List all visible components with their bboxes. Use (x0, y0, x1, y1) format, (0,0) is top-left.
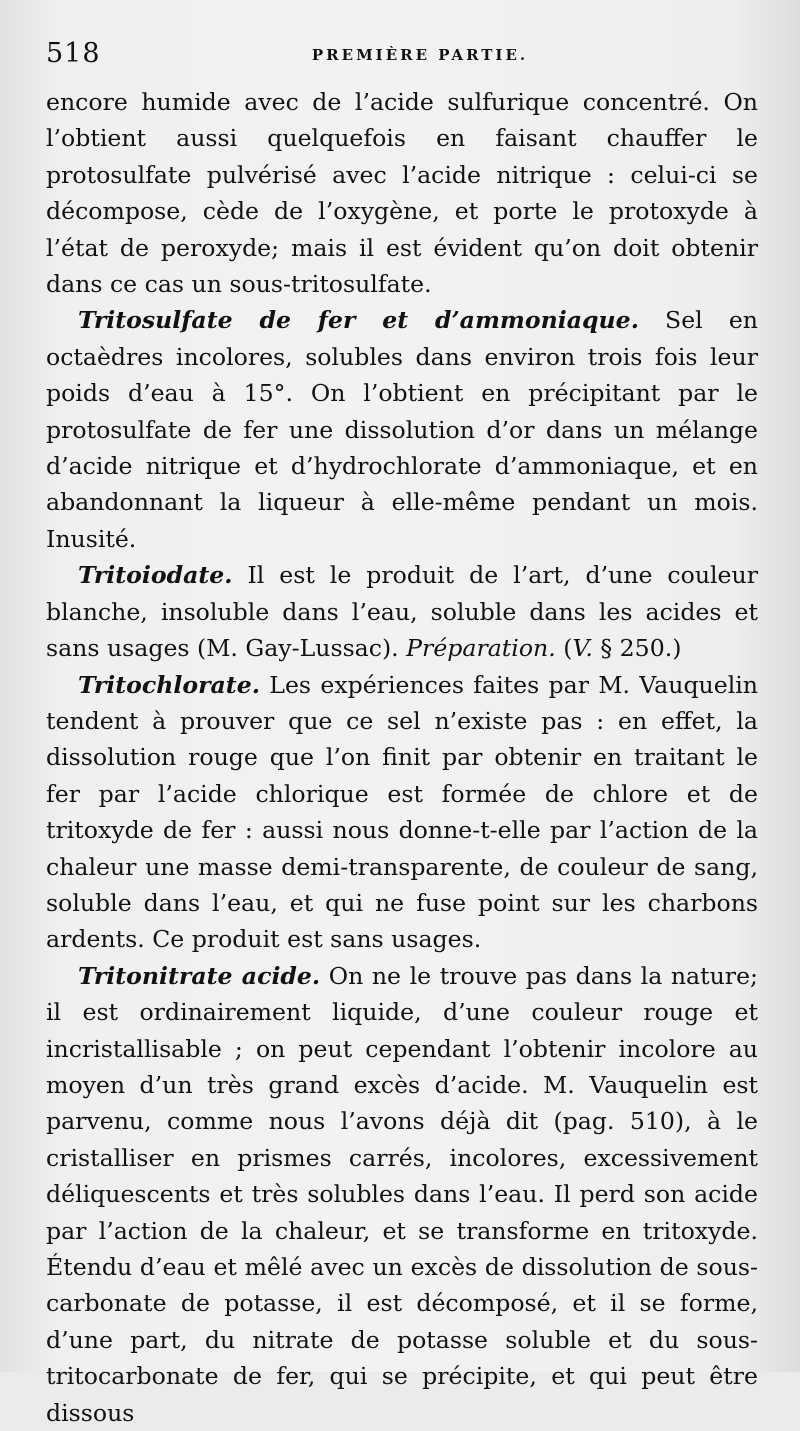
italic-text: Préparation. (406, 634, 556, 663)
page-number: 518 (46, 38, 101, 69)
paragraph-text: § 250.) (592, 634, 682, 663)
paragraph (46, 84, 758, 302)
paragraph (46, 302, 758, 557)
running-head: PREMIÈRE PARTIE. (311, 46, 529, 64)
paragraph (46, 667, 758, 958)
paragraph-text: On ne le trouve pas dans la nature; il est ordinairement liquide, d’une couleur rouge et incristallisable ; on peut cependant l’obtenir incolore au moyen d’un très grand excès d’acide. M. Vauquelin est parvenu, comme nous l’avons déjà dit (pag. 510), à le cristalliser en prismes carrés, incolores, excessivement déliquescents et très solubles dans l’eau. Il perd son acide par l’action de la chaleur, et se transforme en tritoxyde. Étendu d’eau et mêlé avec un excès de dissolution de sous-carbonate de potasse, il est décomposé, et il se forme, d’une part, du nitrate de potasse soluble et du sous-tritocarbonate de fer, qui se précipite, et qui peut être dissous (46, 961, 758, 1427)
paragraph-text: encore humide avec de l’acide sulfurique concentré. On l’obtient aussi quelquefois en faisant chauffer le protosulfate pulvérisé avec l’acide nitrique : celui-ci se décompose, cède de l’oxygène, et porte le protoxyde à l’état de peroxyde; mais il est évident qu’on doit obtenir dans ce cas un sous-tritosulfate. (46, 88, 758, 299)
entry-term: Tritonitrate acide. (78, 961, 321, 990)
page-body (46, 84, 758, 1431)
paragraph-text: ( (555, 634, 573, 663)
paragraph-text: Il est le produit de l’art, d’une couleur blanche, insoluble dans l’eau, soluble dans les acides et sans usages (M. Gay-Lussac). (46, 561, 758, 663)
page-header (46, 38, 754, 78)
entry-term: Tritochlorate. (78, 670, 260, 699)
paragraph (46, 958, 758, 1431)
paragraph-text: Sel en octaèdres incolores, solubles dans environ trois fois leur poids d’eau à 15°. On l’obtient en précipitant par le protosulfate de fer une dissolution d’or dans un mélange d’acide nitrique et d’hydrochlorate d’ammoniaque, et en abandonnant la liqueur à elle-même pendant un mois. Inusité. (46, 306, 758, 553)
entry-term: Tritosulfate de fer et d’ammoniaque. (78, 306, 639, 335)
paragraph-text: Les expériences faites par M. Vauquelin tendent à prouver que ce sel n’existe pas : en effet, la dissolution rouge que l’on finit par obtenir en traitant le fer par l’acide chlorique est formée de chlore et de tritoxyde de fer : aussi nous donne-t-elle par l’action de la chaleur une masse demi-transparente, de couleur de sang, soluble dans l’eau, et qui ne fuse point sur les charbons ardents. Ce produit est sans usages. (46, 670, 758, 954)
paragraph (46, 557, 758, 666)
entry-term: Tritoiodate. (78, 561, 233, 590)
italic-text: V. (572, 634, 593, 663)
